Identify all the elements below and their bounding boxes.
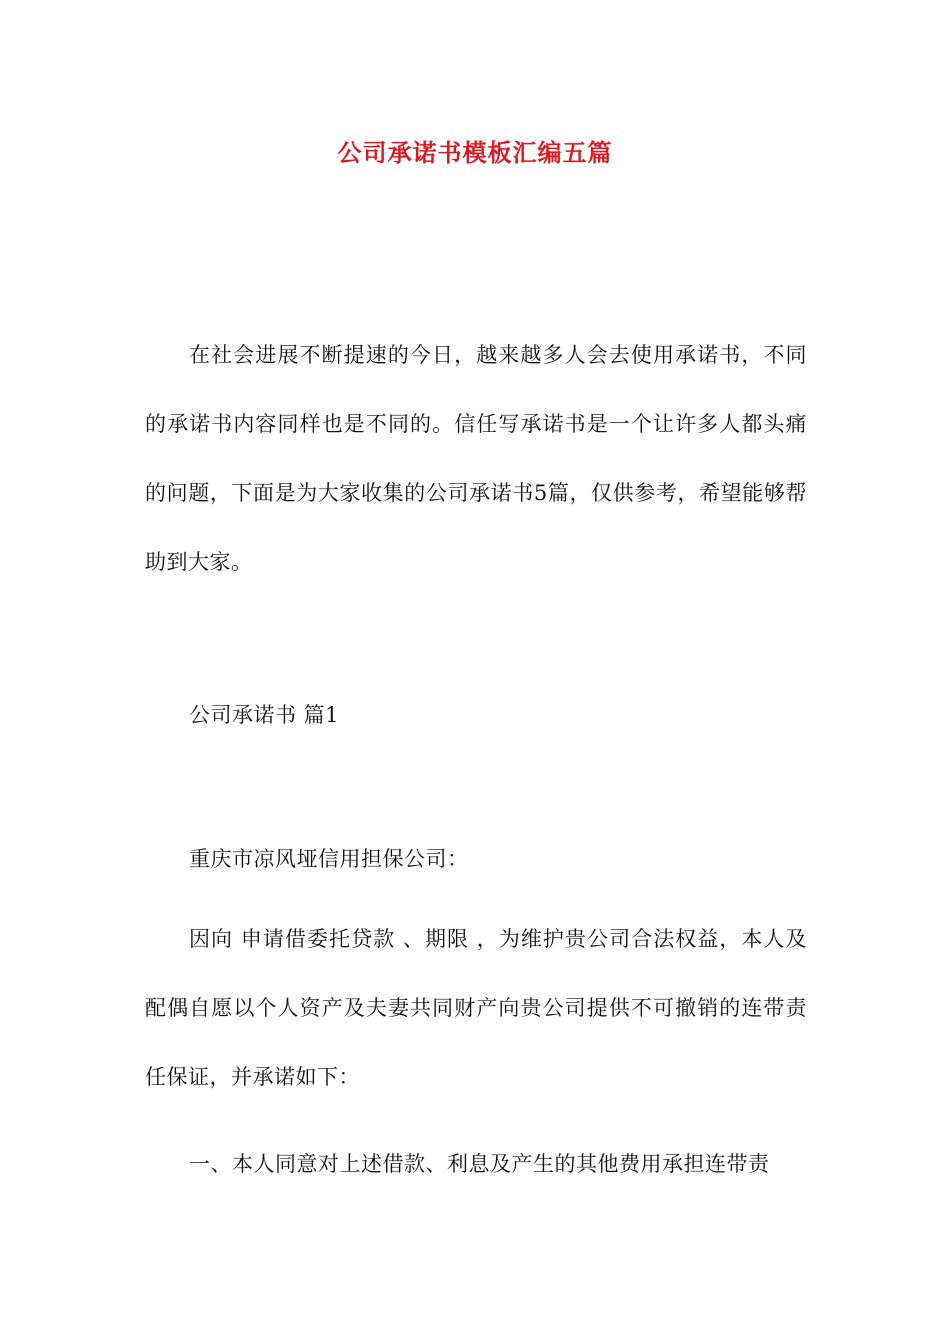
intro-paragraph: 在社会进展不断提速的今日，越来越多人会去使用承诺书，不同的承诺书内容同样也是不同的。信任写承诺书是一个让许多人都头痛的问题，下面是为大家收集的公司承诺书5篇，仅供参考，希望能够帮助到大家。: [145, 343, 807, 574]
section-heading: 公司承诺书 篇1: [189, 703, 340, 727]
body-paragraph: 因向 申请借委托贷款 、期限 ，为维护贵公司合法权益，本人及配偶自愿以个人资产及夫妻共同财产向贵公司提供不可撤销的连带责任保证，并承诺如下：: [145, 927, 807, 1089]
addressee-line: 重庆市凉风垭信用担保公司：: [189, 847, 469, 871]
item-one-paragraph: 一、本人同意对上述借款、利息及产生的其他费用承担连带责: [189, 1152, 770, 1176]
document-title: 公司承诺书模板汇编五篇: [337, 138, 613, 167]
